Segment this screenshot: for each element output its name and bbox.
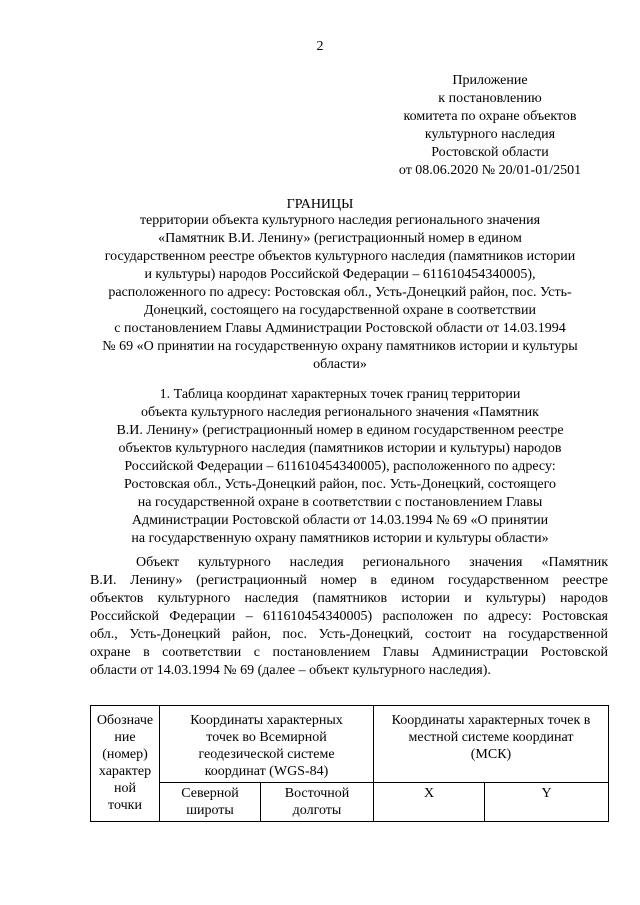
document-subtitle	[82, 212, 598, 374]
east-longitude-header	[261, 783, 374, 822]
point-header-line: ной	[114, 781, 136, 796]
page-number: 2	[316, 39, 324, 54]
table-subheader-row	[91, 783, 609, 822]
paragraph-line: охране в соответствии с постановлением Главы Администрации Ростовской	[90, 645, 608, 660]
table-title-line: Администрации Ростовской области от 14.03.1994 № 69 «О принятии	[131, 513, 549, 528]
east-header-line: долготы	[292, 803, 342, 818]
point-header-line: (номер)	[102, 747, 148, 762]
subtitle-line: государственном реестре объектов культурного наследия (памятников истории	[104, 249, 576, 264]
wgs-header-line: точек во Всемирной	[206, 730, 327, 745]
table-title	[72, 386, 608, 548]
subtitle-line: № 69 «О принятии на государственную охрану памятников истории и культуры	[102, 339, 578, 354]
appendix-line: от 08.06.2020 № 20/01-01/2501	[398, 163, 582, 178]
paragraph-line: Объект культурного наследия регионального значения «Памятник	[136, 555, 608, 570]
paragraph-line: В.И. Ленину» (регистрационный номер в едином государственном реестре	[90, 573, 608, 588]
point-header-line: характер	[98, 764, 152, 779]
table-title-line: Ростовская обл., Усть-Донецкий район, пос. Усть-Донецкий, состоящего	[124, 477, 556, 492]
paragraph-line: области от 14.03.1994 № 69 (далее – объект культурного наследия).	[90, 663, 491, 678]
point-header-line: Обозначе	[96, 713, 154, 728]
paragraph-line: обл., Усть-Донецкий район, пос. Усть-Донецкий, состоит на государственной	[90, 627, 608, 642]
appendix-line: к постановлению	[438, 91, 542, 106]
subtitle-line: Донецкий, состоящего на государственной охране в соответствии	[143, 303, 537, 318]
appendix-line: Приложение	[452, 73, 528, 88]
point-header-line: точки	[108, 798, 142, 813]
table-title-line: 1. Таблица координат характерных точек границ территории	[159, 387, 521, 402]
wgs-header-line: Координаты характерных	[190, 713, 343, 728]
y-header: Y	[485, 783, 609, 822]
paragraph-line: объектов культурного наследия (памятников истории и культуры) народов	[90, 591, 608, 606]
subtitle-line: области»	[313, 357, 367, 372]
east-header-line: Восточной	[284, 786, 350, 801]
table-title-line: Российской Федерации – 611610454340005), расположенного по адресу:	[124, 459, 556, 474]
msk-header	[374, 706, 609, 783]
x-header: X	[374, 783, 485, 822]
appendix-block	[375, 72, 605, 180]
wgs84-header	[160, 706, 374, 783]
document-title: ГРАНИЦЫ	[286, 197, 354, 212]
subtitle-line: и культуры) народов Российской Федерации – 611610454340005),	[144, 267, 536, 282]
msk-header-line: (МСК)	[470, 747, 512, 762]
point-id-header	[91, 706, 160, 822]
table-title-line: на государственную охрану памятников истории и культуры области»	[131, 531, 549, 546]
table-title-line: объекта культурного наследия регионального значения «Памятник	[141, 405, 539, 420]
subtitle-line: территории объекта культурного наследия регионального значения	[139, 213, 541, 228]
wgs-header-line: координат (WGS-84)	[204, 764, 329, 779]
paragraph-line: Российской Федерации – 611610454340005) расположен по адресу: Ростовская	[90, 609, 608, 624]
table-title-line: объектов культурного наследия (памятников истории и культуры) народов	[118, 441, 562, 456]
subtitle-line: с постановлением Главы Администрации Ростовской области от 14.03.1994	[114, 321, 566, 336]
table-header-row	[91, 706, 609, 783]
table-title-line: В.И. Ленину» (регистрационный номер в едином государственном реестре	[116, 423, 564, 438]
msk-header-line: местной системе координат	[408, 730, 574, 745]
subtitle-line: «Памятник В.И. Ленину» (регистрационный номер в едином	[158, 231, 522, 246]
appendix-line: культурного наследия	[424, 127, 556, 142]
point-header-line: ние	[114, 730, 136, 745]
coordinates-table	[90, 705, 609, 822]
wgs-header-line: геодезической системе	[198, 747, 335, 762]
north-latitude-header	[160, 783, 261, 822]
north-header-line: широты	[186, 803, 234, 818]
table-title-line: на государственной охране в соответствии с постановлением Главы	[137, 495, 543, 510]
appendix-line: комитета по охране объектов	[403, 109, 577, 124]
msk-header-line: Координаты характерных точек в	[391, 713, 591, 728]
subtitle-line: расположенного по адресу: Ростовская обл., Усть-Донецкий район, пос. Усть-	[108, 285, 572, 300]
north-header-line: Северной	[181, 786, 239, 801]
appendix-line: Ростовской области	[431, 145, 549, 160]
description-paragraph	[90, 554, 608, 680]
